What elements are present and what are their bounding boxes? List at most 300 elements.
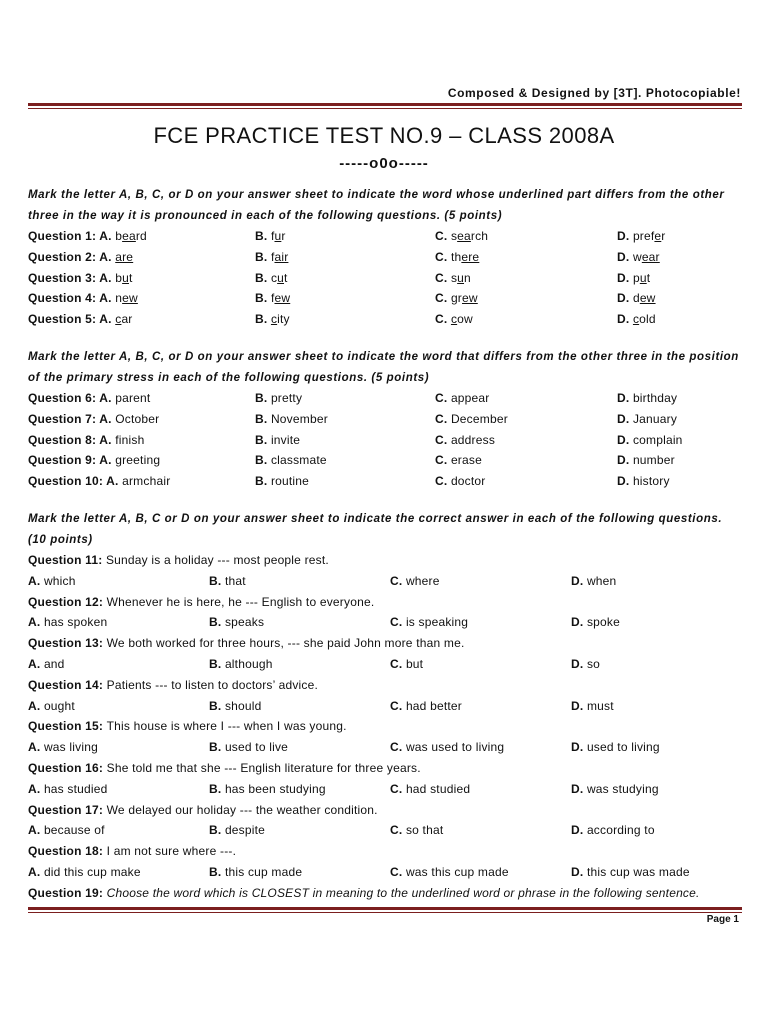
section3-instruction: Mark the letter A, B, C or D on your answer sheet to indicate the correct answer in each of the following questions. (10 points) [28,512,723,546]
question-label: Question 18: [28,844,107,859]
option-text: birthday [632,390,678,405]
question-stem: This house is where I --- when I was young. [106,719,347,734]
options-row [28,738,742,759]
word-part: gr [450,291,463,306]
question-row [28,227,742,248]
question-19 [28,884,742,905]
answer-option [255,271,288,285]
answer-option [571,615,620,629]
answer-option [571,740,660,754]
answer-option [390,657,423,671]
question-stem: I am not sure where ---. [106,844,237,859]
option-text: classmate [270,453,327,468]
answer-option [28,412,159,426]
option-letter: C. [435,474,451,489]
question-label: Question 3: [28,270,100,285]
underlined-part: e [654,229,662,243]
answer-option [28,229,147,243]
option-letter: C. [435,270,451,285]
option-letter: A. [28,615,44,630]
word-part: n [115,291,123,306]
answer-option [28,433,144,447]
answer-option [390,823,443,837]
word-part: t [128,270,133,285]
option-letter: C. [435,229,451,243]
underlined-part: u [277,270,285,285]
question-label: Question 9: [28,453,100,468]
word-part: ow [457,312,473,327]
underlined-part: u [457,270,465,285]
answer-option [571,699,614,713]
question-stem: We both worked for three hours, --- she paid John more than me. [106,636,465,651]
answer-option [28,291,138,305]
option-letter: D. [571,740,587,755]
option-text: doctor [450,474,486,489]
word-part: r [661,229,666,243]
option-text: pretty [270,390,303,405]
answer-option [28,823,105,837]
word-part: n [464,270,471,285]
question-stem: Whenever he is here, he --- English to everyone. [106,594,375,609]
option-letter: B. [209,823,225,838]
option-letter: C. [390,864,406,879]
option-text: must [586,698,614,713]
underlined-part: ew [639,291,656,306]
answer-option [617,433,683,447]
underlined-part: u [122,270,129,285]
underlined-part: ea [457,229,471,243]
word-part: f [270,249,275,264]
question-stem: Choose the word which is CLOSEST in meaning to the underlined word or phrase in the following sentence. [106,885,700,900]
question-row [28,472,742,493]
answer-option [571,657,600,671]
option-text: was used to living [405,740,505,755]
option-text: ought [43,698,75,713]
option-text: finish [115,432,145,447]
option-letter: A. [28,656,44,671]
option-letter: D. [617,432,633,447]
question-stem-line [28,801,742,822]
title-ornament: -----o0o----- [339,155,429,172]
option-letter: B. [255,249,271,264]
question-stem-line [28,842,742,863]
answer-option [209,782,326,796]
option-letter: A. [99,249,116,264]
answer-option [571,574,616,588]
option-letter: C. [390,573,406,588]
word-part: th [450,249,462,264]
option-letter: A. [28,698,44,713]
option-letter: B. [255,411,271,426]
question-label: Question 1: [28,229,100,243]
answer-option [255,474,309,488]
answer-option [435,312,473,326]
option-letter: A. [28,740,44,755]
option-letter: D. [617,249,633,264]
answer-option [435,391,490,405]
question-row [28,410,742,431]
option-letter: D. [617,390,633,405]
option-text: where [405,573,440,588]
word-part: old [639,312,656,327]
answer-option [255,291,290,305]
word-part: ity [277,312,290,327]
answer-option [28,657,65,671]
option-text: December [450,411,508,426]
question-row [28,389,742,410]
word-part: t [646,270,651,285]
answer-option [255,453,327,467]
option-letter: C. [435,291,451,306]
answer-option [435,453,482,467]
word-part: s [450,270,458,285]
answer-option [28,250,133,264]
answer-option [571,823,655,837]
option-text: greeting [115,453,161,468]
answer-option [28,271,133,285]
word-part: b [115,270,123,285]
footer-rule [28,907,742,913]
option-letter: D. [617,312,633,327]
question-stem-line [28,551,742,572]
question-label: Question 4: [28,291,100,306]
question-stem-line [28,759,742,780]
option-letter: D. [571,615,587,630]
option-letter: A. [99,453,116,468]
page-number: Page 1 [706,914,739,925]
word-part: ar [121,312,133,327]
option-letter: D. [571,864,587,879]
answer-option [571,865,690,879]
option-letter: C. [435,312,451,327]
question-label: Question 2: [28,249,100,264]
option-text: despite [224,823,266,838]
underlined-part: ew [122,291,138,306]
option-letter: A. [28,573,44,588]
option-text: used to living [586,740,660,755]
option-letter: B. [255,474,271,489]
answer-option [255,412,328,426]
question-label: Question 7: [28,411,100,426]
answer-option [435,433,495,447]
answer-option [209,657,273,671]
answer-option [617,291,656,305]
option-text: because of [43,823,105,838]
underlined-part: ere [461,249,480,264]
option-text: complain [632,432,683,447]
underlined-part: u [274,229,282,243]
header-rule [28,103,742,109]
question-stem-line [28,593,742,614]
option-letter: A. [99,291,116,306]
section2-instruction: Mark the letter A, B, C, or D on your answer sheet to indicate the word that differs from the other three in the position of the primary stress in each of the following questions. (5 points) [28,350,739,384]
options-row [28,572,742,593]
option-text: routine [270,474,310,489]
answer-option [28,782,108,796]
answer-option [209,615,264,629]
option-text: did this cup make [43,864,141,879]
option-letter: C. [390,656,406,671]
answer-option [435,229,488,243]
options-row [28,821,742,842]
answer-option [209,574,246,588]
answer-option [209,699,262,713]
answer-option [571,782,659,796]
answer-option [390,699,462,713]
option-letter: D. [617,270,633,285]
question-label: Question 17: [28,802,107,817]
option-text: has spoken [43,615,108,630]
answer-option [28,615,107,629]
option-text: when [586,573,617,588]
question-row [28,451,742,472]
option-letter: C. [435,411,451,426]
test-content [28,185,742,905]
option-letter: C. [390,615,406,630]
underlined-part: air [274,249,289,264]
word-part: r [281,229,286,243]
underlined-part: ear [641,249,660,264]
option-letter: D. [617,474,633,489]
option-letter: C. [390,698,406,713]
option-letter: B. [255,390,271,405]
answer-option [28,474,170,488]
option-letter: C. [435,249,451,264]
answer-option [28,740,98,754]
option-text: so that [405,823,444,838]
word-part: rch [470,229,489,243]
section1-questions [28,227,742,331]
answer-option [390,782,470,796]
options-row [28,780,742,801]
answer-option [255,229,286,243]
option-text: which [43,573,76,588]
option-letter: B. [255,432,271,447]
option-text: October [115,411,160,426]
underlined-part: c [270,312,278,327]
option-letter: D. [617,229,633,243]
option-text: has studied [43,781,108,796]
answer-option [255,312,290,326]
question-label: Question 5: [28,312,100,327]
option-letter: A. [99,390,116,405]
option-text: was this cup made [405,864,509,879]
option-letter: B. [255,270,271,285]
section3-questions [28,551,742,884]
word-part: t [284,270,288,285]
option-text: history [632,474,670,489]
option-letter: B. [209,864,225,879]
question-label: Question 11: [28,552,106,567]
page-title: FCE PRACTICE TEST NO.9 – CLASS 2008A [153,123,615,148]
word-part: s [450,229,458,243]
answer-option [617,412,677,426]
option-text: had better [405,698,462,713]
word-part: rd [135,229,147,243]
word-part: d [632,291,640,306]
option-text: so [586,656,601,671]
word-part: f [270,229,275,243]
answer-option [617,453,675,467]
option-letter: C. [390,823,406,838]
question-label: Question 8: [28,432,100,447]
option-letter: B. [255,291,271,306]
answer-option [28,453,160,467]
option-letter: D. [617,453,633,468]
option-letter: B. [209,698,225,713]
option-text: used to live [224,740,289,755]
question-stem: Sunday is a holiday --- most people rest. [105,552,329,567]
option-letter: B. [255,312,271,327]
option-text: spoke [586,615,620,630]
option-text: speaks [224,615,265,630]
answer-option [255,433,300,447]
option-text: but [405,656,424,671]
option-letter: A. [28,864,44,879]
option-letter: D. [571,573,587,588]
option-text: address [450,432,496,447]
question-label: Question 10: [28,474,107,489]
option-text: parent [115,390,151,405]
question-stem: We delayed our holiday --- the weather condition. [106,802,378,817]
question-stem-line [28,676,742,697]
answer-option [390,740,504,754]
underlined-part: ew [274,291,291,306]
word-part: f [270,291,275,306]
option-text: should [224,698,262,713]
question-label: Question 16: [28,760,107,775]
option-letter: D. [571,781,587,796]
option-letter: C. [390,740,406,755]
option-letter: C. [435,390,451,405]
question-stem: Patients --- to listen to doctors’ advice. [106,677,318,692]
answer-option [255,391,302,405]
underlined-part: ea [122,229,136,243]
underlined-part: u [639,270,647,285]
question-label: Question 15: [28,719,107,734]
option-letter: C. [390,781,406,796]
option-text: that [224,573,246,588]
option-letter: B. [209,573,225,588]
option-text: this cup was made [586,864,690,879]
option-text: appear [450,390,490,405]
option-text: was living [43,740,98,755]
word-part: b [115,229,123,243]
answer-option [28,699,75,713]
answer-option [28,312,133,326]
underlined-part: c [632,312,640,327]
question-row [28,431,742,452]
option-text: is speaking [405,615,469,630]
option-letter: B. [255,229,271,243]
answer-option [617,229,666,243]
option-text: has been studying [224,781,326,796]
underlined-part: ew [462,291,478,306]
question-stem-line [28,634,742,655]
question-row [28,248,742,269]
section1-instruction: Mark the letter A, B, C, or D on your answer sheet to indicate the word whose underlined part differs from the other three in the way it is pronounced in each of the following questions. (5 points) [28,189,725,222]
option-letter: D. [571,698,587,713]
question-row [28,269,742,290]
option-text: January [632,411,678,426]
option-letter: C. [435,453,451,468]
answer-option [209,740,288,754]
question-label: Question 14: [28,677,107,692]
answer-option [435,291,478,305]
option-letter: A. [28,823,44,838]
option-text: invite [270,432,301,447]
answer-option [617,474,670,488]
option-letter: B. [209,615,225,630]
options-row [28,613,742,634]
answer-option [28,391,150,405]
answer-option [617,312,656,326]
option-letter: A. [106,474,123,489]
question-label: Question 12: [28,594,107,609]
answer-option [255,250,288,264]
answer-option [617,391,677,405]
header-note: Composed & Designed by [3T]. Photocopiable! [447,86,741,100]
option-letter: A. [99,270,116,285]
option-letter: A. [99,229,116,243]
question-label: Question 6: [28,390,100,405]
underlined-part: are [115,249,134,264]
answer-option [390,574,440,588]
option-letter: A. [99,312,116,327]
word-part: w [632,249,642,264]
underlined-part: c [115,312,122,327]
option-letter: D. [571,823,587,838]
answer-option [209,823,265,837]
option-letter: A. [99,432,116,447]
option-text: had studied [405,781,471,796]
answer-option [435,271,471,285]
answer-option [390,865,509,879]
option-text: this cup made [224,864,303,879]
word-part: c [270,270,278,285]
option-text: November [270,411,328,426]
option-letter: A. [99,411,116,426]
answer-option [209,865,302,879]
question-stem: She told me that she --- English literature for three years. [106,760,421,775]
answer-option [435,250,479,264]
answer-option [435,474,486,488]
question-label: Question 13: [28,636,107,651]
option-letter: B. [255,453,271,468]
option-letter: D. [617,291,633,306]
answer-option [617,271,650,285]
option-letter: D. [571,656,587,671]
answer-option [435,412,508,426]
option-text: although [224,656,273,671]
option-letter: A. [28,781,44,796]
option-letter: D. [617,411,633,426]
answer-option [28,865,141,879]
question-stem-line [28,717,742,738]
question-row [28,289,742,310]
option-text: and [43,656,65,671]
options-row [28,655,742,676]
answer-option [390,615,468,629]
question-label: Question 19: [28,885,107,900]
option-text: number [632,453,675,468]
option-text: armchair [122,474,171,489]
option-text: was studying [586,781,659,796]
option-letter: B. [209,781,225,796]
question-row [28,310,742,331]
answer-option [28,574,76,588]
word-part: pref [632,229,655,243]
